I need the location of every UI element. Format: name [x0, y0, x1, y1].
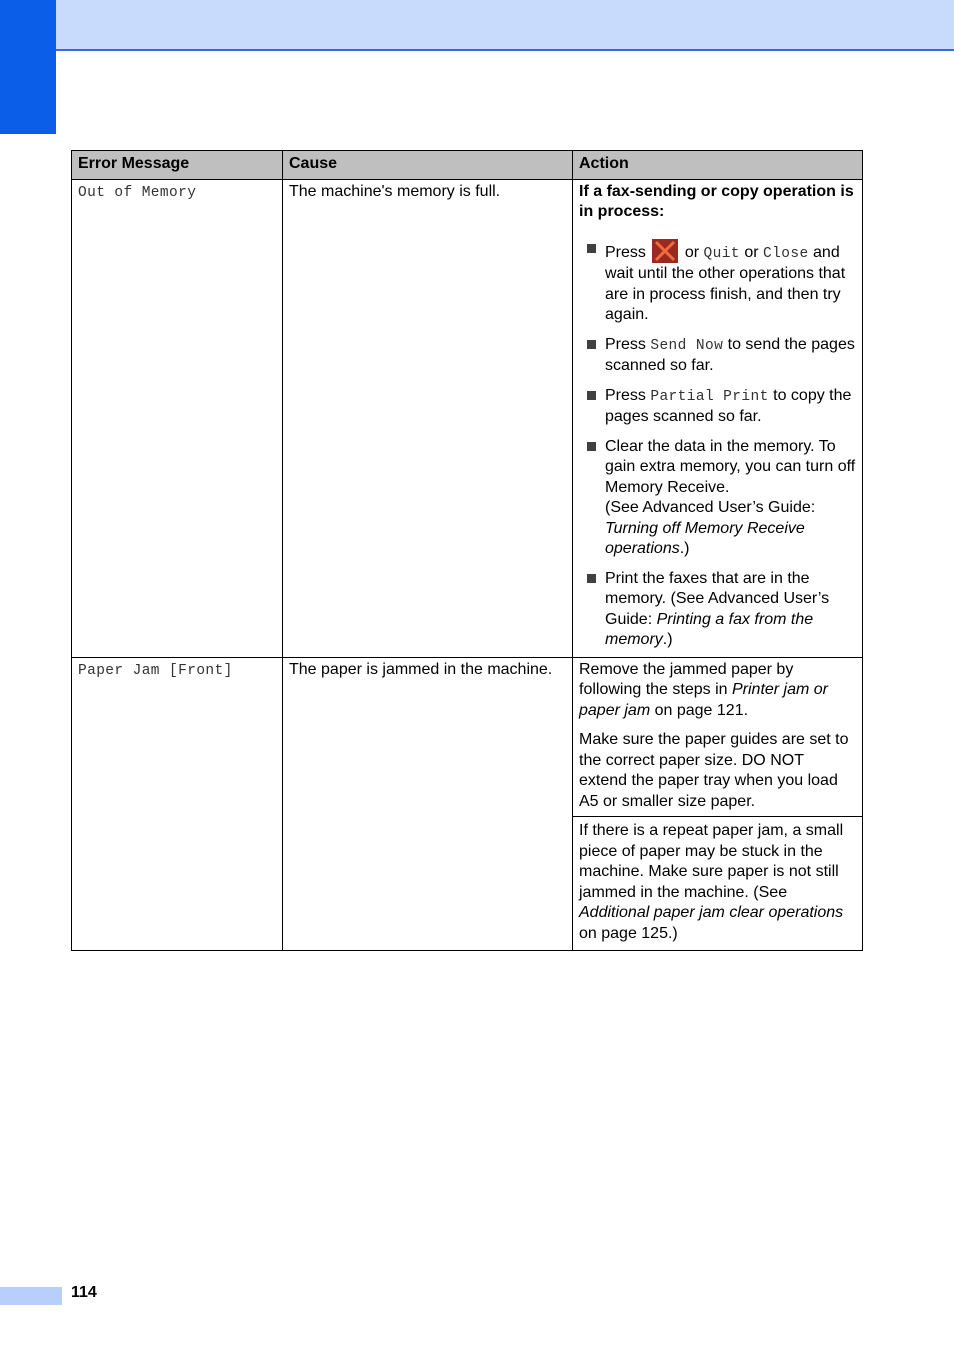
- action-cell: [573, 179, 863, 657]
- message-cell: [72, 179, 283, 657]
- error-message-table: [71, 150, 863, 951]
- action-paragraph: Remove the jammed paper by following the steps in Printer jam or paper jam on page 121.: [579, 660, 829, 719]
- square-bullet-icon: [587, 244, 596, 253]
- table-row: [72, 657, 863, 951]
- square-bullet-icon: [587, 574, 596, 583]
- chapter-tab: [0, 0, 56, 134]
- page-number: 114: [71, 1284, 97, 1301]
- header-band: [0, 0, 954, 51]
- x-stop-icon: [652, 239, 678, 263]
- action-list: [579, 239, 856, 651]
- error-message-text: Out of Memory: [78, 184, 197, 201]
- header-cause: Cause: [283, 151, 573, 180]
- message-cell: [72, 657, 283, 951]
- footer-tab: [0, 1287, 62, 1305]
- header-action: Action: [573, 151, 863, 180]
- error-message-text: Paper Jam [Front]: [78, 662, 233, 679]
- list-item: Press Partial Print to copy the pages scanned so far.: [579, 386, 856, 428]
- table-header-row: [72, 151, 863, 180]
- list-item: Press or Quit or Close and wait until the other operations that are in process finish, and then try again.: [579, 239, 856, 326]
- table-row: [72, 179, 863, 657]
- action-heading: If a fax-sending or copy operation is in process:: [579, 182, 854, 220]
- square-bullet-icon: [587, 442, 596, 451]
- action-paragraph: If there is a repeat paper jam, a small piece of paper may be stuck in the machine. Make sure paper is not still jammed in the machine. (See Additional paper jam clear operations on page 125.): [579, 822, 844, 942]
- list-item: Press Send Now to send the pages scanned so far.: [579, 335, 856, 377]
- cause-cell: The paper is jammed in the machine.: [283, 657, 573, 951]
- action-subcell: [573, 816, 862, 944]
- action-cell: [573, 657, 863, 951]
- action-paragraph: Make sure the paper guides are set to the correct paper size. DO NOT extend the paper tray when you load A5 or smaller size paper.: [579, 731, 849, 810]
- square-bullet-icon: [587, 340, 596, 349]
- list-item: Print the faxes that are in the memory. (See Advanced User’s Guide: Printing a fax from the memory.): [579, 569, 856, 651]
- list-item: Clear the data in the memory. To gain extra memory, you can turn off Memory Receive. (See Advanced User’s Guide: Turning off Memory Receive operations.): [579, 437, 856, 560]
- header-error-message: Error Message: [72, 151, 283, 180]
- cause-cell: The machine's memory is full.: [283, 179, 573, 657]
- square-bullet-icon: [587, 391, 596, 400]
